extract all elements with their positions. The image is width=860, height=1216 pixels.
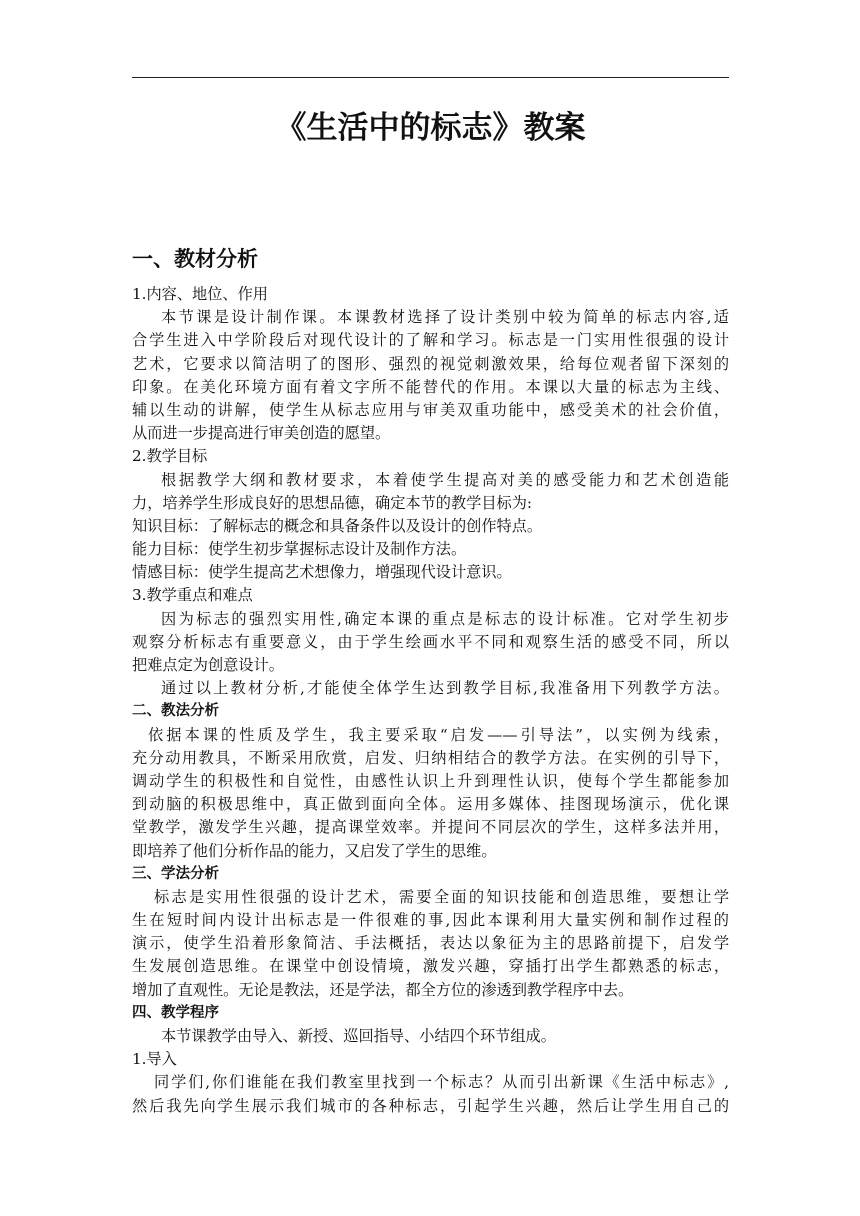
paragraph-line: 根据教学大纲和教材要求，本着使学生提高对美的感受能力和艺术创造能 <box>161 470 729 489</box>
paragraph-line: 艺术，它要求以简洁明了的图形、强烈的视觉刺激效果，给每位观者留下深刻的 <box>132 354 729 373</box>
paragraph-line: 从而进一步提高进行审美创造的愿望。 <box>132 424 391 443</box>
paragraph-line: 堂教学，激发学生兴趣，提高课堂效率。并提问不同层次的学生，这样多法并用， <box>132 818 729 837</box>
subheading-content: 1.内容、地位、作用 <box>132 285 268 303</box>
document-body <box>132 283 729 1118</box>
ability-goal: 能力目标：使学生初步掌握标志设计及制作方法。 <box>132 540 467 559</box>
paragraph-line: 生在短时间内设计出标志是一件很难的事,因此本课利用大量实例和制作过程的 <box>132 911 729 930</box>
subheading-key-points: 3.教学重点和难点 <box>132 586 253 605</box>
paragraph-line: 依据本课的性质及学生，我主要采取“启发——引导法”，以实例为线索， <box>148 725 729 744</box>
paragraph-line: 本节课教学由导入、新授、巡回指导、小结四个环节组成。 <box>161 1027 556 1045</box>
paragraph-line: 本节课是设计制作课。本课教材选择了设计类别中较为简单的标志内容,适 <box>161 308 729 327</box>
paragraph-line: 调动学生的积极性和自觉性，由感性认识上升到理性认识，使每个学生都能参加 <box>132 771 729 790</box>
paragraph-line: 通过以上教材分析,才能使全体学生达到教学目标,我准备用下列教学方法。 <box>161 679 729 698</box>
paragraph-line: 观察分析标志有重要意义，由于学生绘画水平不同和观察生活的感受不同，所以 <box>132 632 729 651</box>
paragraph-line: 力，培养学生形成良好的思想品德，确定本节的教学目标为: <box>132 493 532 512</box>
emotion-goal: 情感目标：使学生提高艺术想像力，增强现代设计意识。 <box>132 563 512 582</box>
paragraph-line: 把难点定为创意设计。 <box>132 656 284 674</box>
paragraph-line: 然后我先向学生展示我们城市的各种标志，引起学生兴趣，然后让学生用自己的 <box>132 1096 729 1115</box>
section-heading-teaching-procedure: 四、教学程序 <box>132 1004 219 1021</box>
paragraph-line: 增加了直观性。无论是教法，还是学法，都全方位的渗透到教学程序中去。 <box>132 980 634 999</box>
paragraph-line: 生发展创造思维。在课堂中创设情境，激发兴趣，穿插打出学生都熟悉的标志， <box>132 957 729 976</box>
section-heading-teaching-method: 二、教法分析 <box>132 703 219 720</box>
paragraph-line: 合学生进入中学阶段后对现代设计的了解和学习。标志是一门实用性很强的设计 <box>132 331 729 350</box>
section-heading-textbook-analysis: 一、教材分析 <box>132 246 258 271</box>
paragraph-line: 到动脑的积极思维中，真正做到面向全体。运用多媒体、挂图现场演示，优化课 <box>132 795 729 814</box>
paragraph-line: 标志是实用性很强的设计艺术，需要全面的知识技能和创造思维，要想让学 <box>154 887 729 906</box>
document-title: 《生活中的标志》教案 <box>275 110 586 146</box>
subheading-introduction: 1.导入 <box>132 1050 177 1069</box>
paragraph-line: 印象。在美化环境方面有着文字所不能替代的作用。本课以大量的标志为主线、 <box>132 377 729 396</box>
subheading-goals: 2.教学目标 <box>132 447 208 466</box>
knowledge-goal: 知识目标：了解标志的概念和具备条件以及设计的创作特点。 <box>132 516 543 535</box>
paragraph-line: 即培养了他们分析作品的能力，又启发了学生的思维。 <box>132 841 497 860</box>
paragraph-line: 因为标志的强烈实用性,确定本课的重点是标志的设计标准。它对学生初步 <box>161 609 729 628</box>
paragraph-line: 同学们,你们谁能在我们教室里找到一个标志？从而引出新课《生活中标志》, <box>154 1073 729 1092</box>
paragraph-line: 演示，使学生沿着形象简洁、手法概括，表达以象征为主的思路前提下，启发学 <box>132 934 729 953</box>
paragraph-line: 充分动用教具，不断采用欣赏，启发、归纳相结合的教学方法。在实例的引导下， <box>132 748 729 767</box>
section-heading-learning-method: 三、学法分析 <box>132 865 219 882</box>
header-rule <box>132 77 729 78</box>
paragraph-line: 辅以生动的讲解，使学生从标志应用与审美双重功能中，感受美术的社会价值， <box>132 400 729 419</box>
